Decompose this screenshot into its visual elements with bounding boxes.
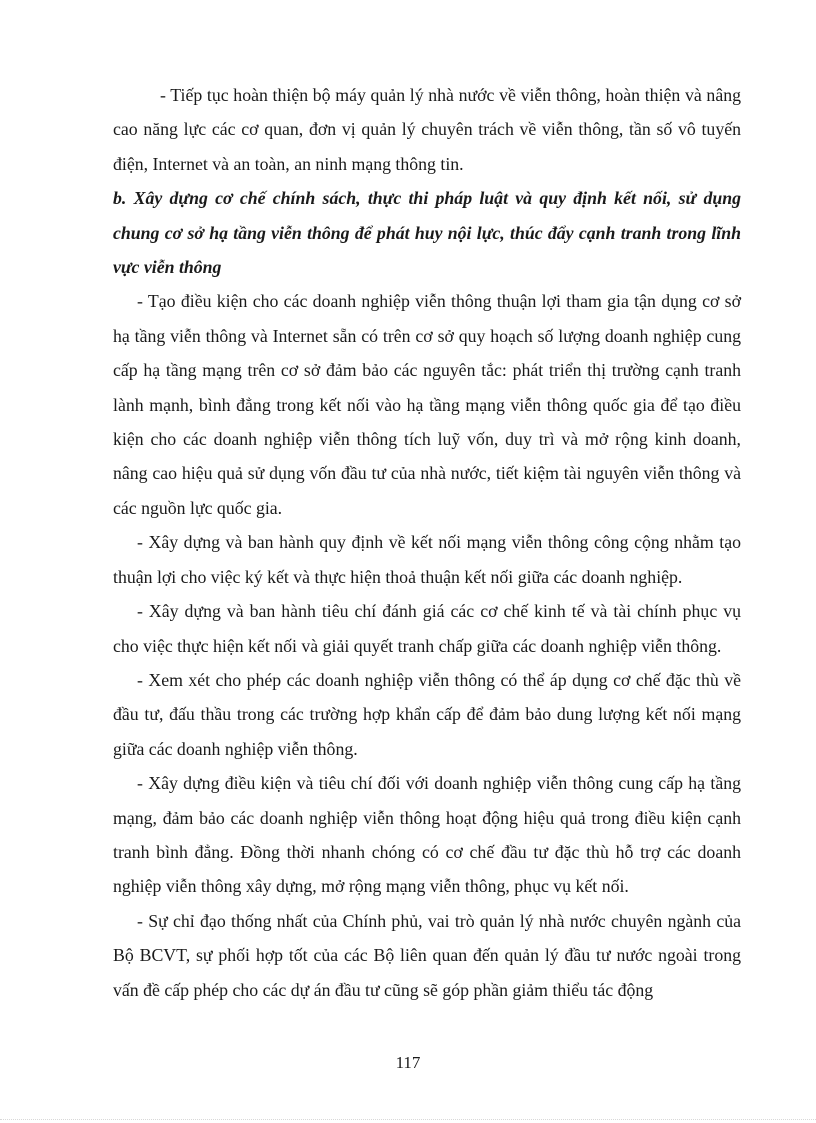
paragraph-1: - Tiếp tục hoàn thiện bộ máy quản lý nhà nước về viễn thông, hoàn thiện và nâng cao năng lực các cơ quan, đơn vị quản lý chuyên trách về viễn thông, tần số vô tuyến điện, Internet và an toàn, an ninh mạng thông tin.: [113, 85, 741, 174]
paragraph-3: - Xây dựng và ban hành quy định về kết nối mạng viễn thông công cộng nhằm tạo thuận lợi cho việc ký kết và thực hiện thoả thuận kết nối giữa các doanh nghiệp.: [113, 532, 741, 587]
paragraph-6: - Xây dựng điều kiện và tiêu chí đối với doanh nghiệp viễn thông cung cấp hạ tầng mạng, đảm bảo các doanh nghiệp viễn thông hoạt động hiệu quả trong điều kiện cạnh tranh bình đẳng. Đồng thời nhanh chóng có cơ chế đầu tư đặc thù hỗ trợ các doanh nghiệp viễn thông xây dựng, mở rộng mạng viễn thông, phục vụ kết nối.: [113, 773, 741, 897]
paragraph-4: - Xây dựng và ban hành tiêu chí đánh giá các cơ chế kinh tế và tài chính phục vụ cho việc thực hiện kết nối và giải quyết tranh chấp giữa các doanh nghiệp viễn thông.: [113, 601, 741, 656]
paragraph-7: - Sự chỉ đạo thống nhất của Chính phủ, vai trò quản lý nhà nước chuyên ngành của Bộ BCVT, sự phối hợp tốt của các Bộ liên quan đến quản lý đầu tư nước ngoài trong vấn đề cấp phép cho các dự án đầu tư cũng sẽ góp phần giảm thiểu tác động: [113, 910, 741, 1000]
section-heading-b: b. Xây dựng cơ chế chính sách, thực thi pháp luật và quy định kết nối, sử dụng chung cơ sở hạ tầng viễn thông để phát huy nội lực, thúc đẩy cạnh tranh trong lĩnh vực viễn thông: [113, 188, 741, 278]
page-number: 117: [395, 1053, 421, 1072]
body-text: [113, 78, 741, 1007]
paragraph-5: - Xem xét cho phép các doanh nghiệp viễn thông có thể áp dụng cơ chế đặc thù về đầu tư, đấu thầu trong các trường hợp khẩn cấp để đảm bảo dung lượng kết nối mạng giữa các doanh nghiệp viễn thông.: [113, 669, 741, 759]
paragraph-2: - Tạo điều kiện cho các doanh nghiệp viễn thông thuận lợi tham gia tận dụng cơ sở hạ tầng viễn thông và Internet sẵn có trên cơ sở quy hoạch số lượng doanh nghiệp cung cấp hạ tầng mạng trên cơ sở đảm bảo các nguyên tắc: phát triển thị trường cạnh tranh lành mạnh, bình đẳng trong kết nối vào hạ tầng mạng viễn thông quốc gia để tạo điều kiện cho các doanh nghiệp viễn thông tích luỹ vốn, duy trì và mở rộng kinh doanh, nâng cao hiệu quả sử dụng vốn đầu tư của nhà nước, tiết kiệm tài nguyên viễn thông và các nguồn lực quốc gia.: [113, 291, 741, 518]
page-bottom-rule: [0, 1119, 816, 1120]
